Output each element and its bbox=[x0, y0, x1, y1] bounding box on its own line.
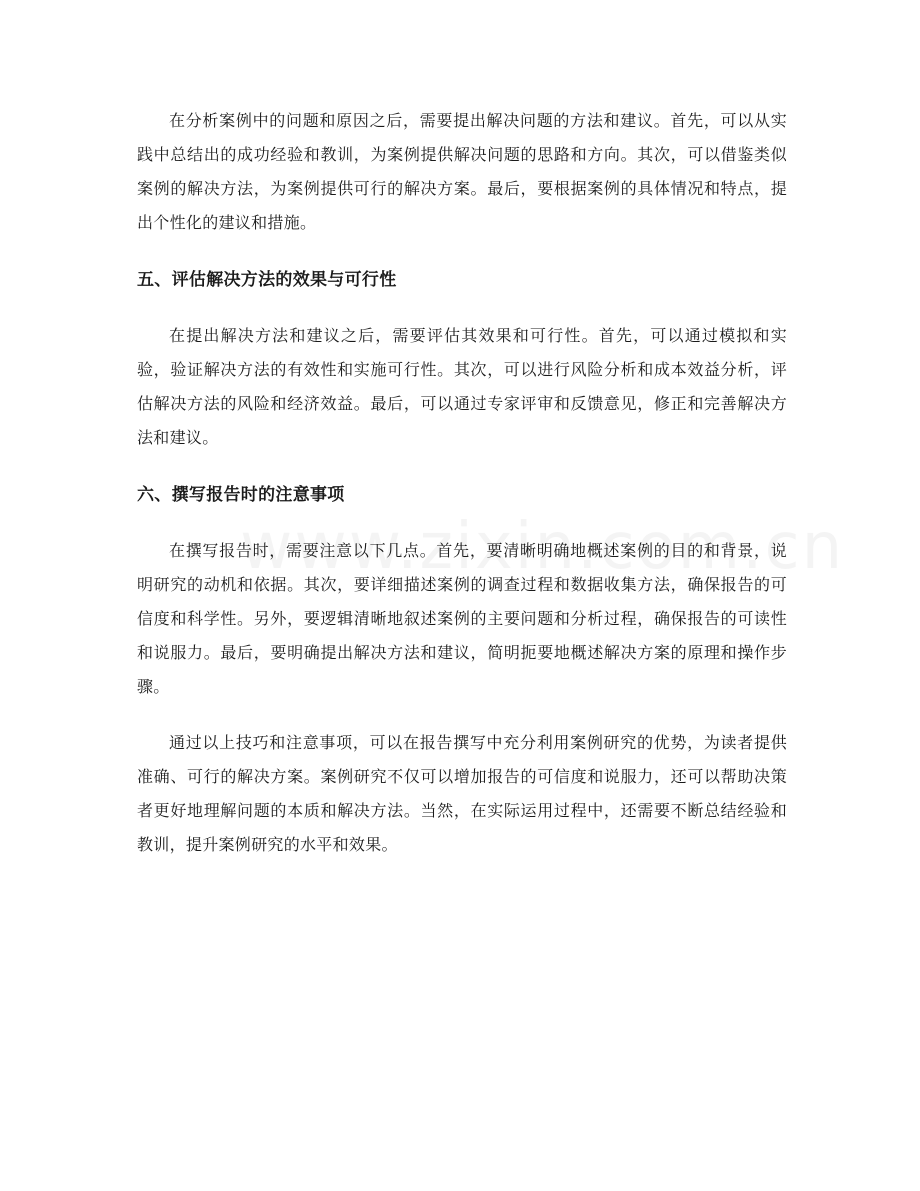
paragraph-conclusion: 通过以上技巧和注意事项，可以在报告撰写中充分利用案例研究的优势，为读者提供准确、可行的解决方案。案例研究不仅可以增加报告的可信度和说服力，还可以帮助决策者更好地理解问题的本质和解决方法。当然，在实际运用过程中，还需要不断总结经验和教训，提升案例研究的水平和效果。 bbox=[137, 733, 787, 854]
paragraph-evaluation: 在提出解决方法和建议之后，需要评估其效果和可行性。首先，可以通过模拟和实验，验证解决方法的有效性和实施可行性。其次，可以进行风险分析和成本效益分析，评估解决方法的风险和经济效益。最后，可以通过专家评审和反馈意见，修正和完善解决方法和建议。 bbox=[137, 326, 787, 447]
paragraph-solutions: 在分析案例中的问题和原因之后，需要提出解决问题的方法和建议。首先，可以从实践中总结出的成功经验和教训，为案例提供解决问题的思路和方向。其次，可以借鉴类似案例的解决方法，为案例提供可行的解决方案。最后，要根据案例的具体情况和特点，提出个性化的建议和措施。 bbox=[137, 111, 787, 232]
document-body bbox=[137, 104, 787, 862]
heading-section-6: 六、撰写报告时的注意事项 bbox=[137, 485, 345, 505]
paragraph-report-notes: 在撰写报告时，需要注意以下几点。首先，要清晰明确地概述案例的目的和背景，说明研究的动机和依据。其次，要详细描述案例的调查过程和数据收集方法，确保报告的可信度和科学性。另外，要逻辑清晰地叙述案例的主要问题和分析过程，确保报告的可读性和说服力。最后，要明确提出解决方法和建议，简明扼要地概述解决方案的原理和操作步骤。 bbox=[137, 541, 787, 696]
heading-section-5: 五、评估解决方法的效果与可行性 bbox=[137, 270, 397, 290]
